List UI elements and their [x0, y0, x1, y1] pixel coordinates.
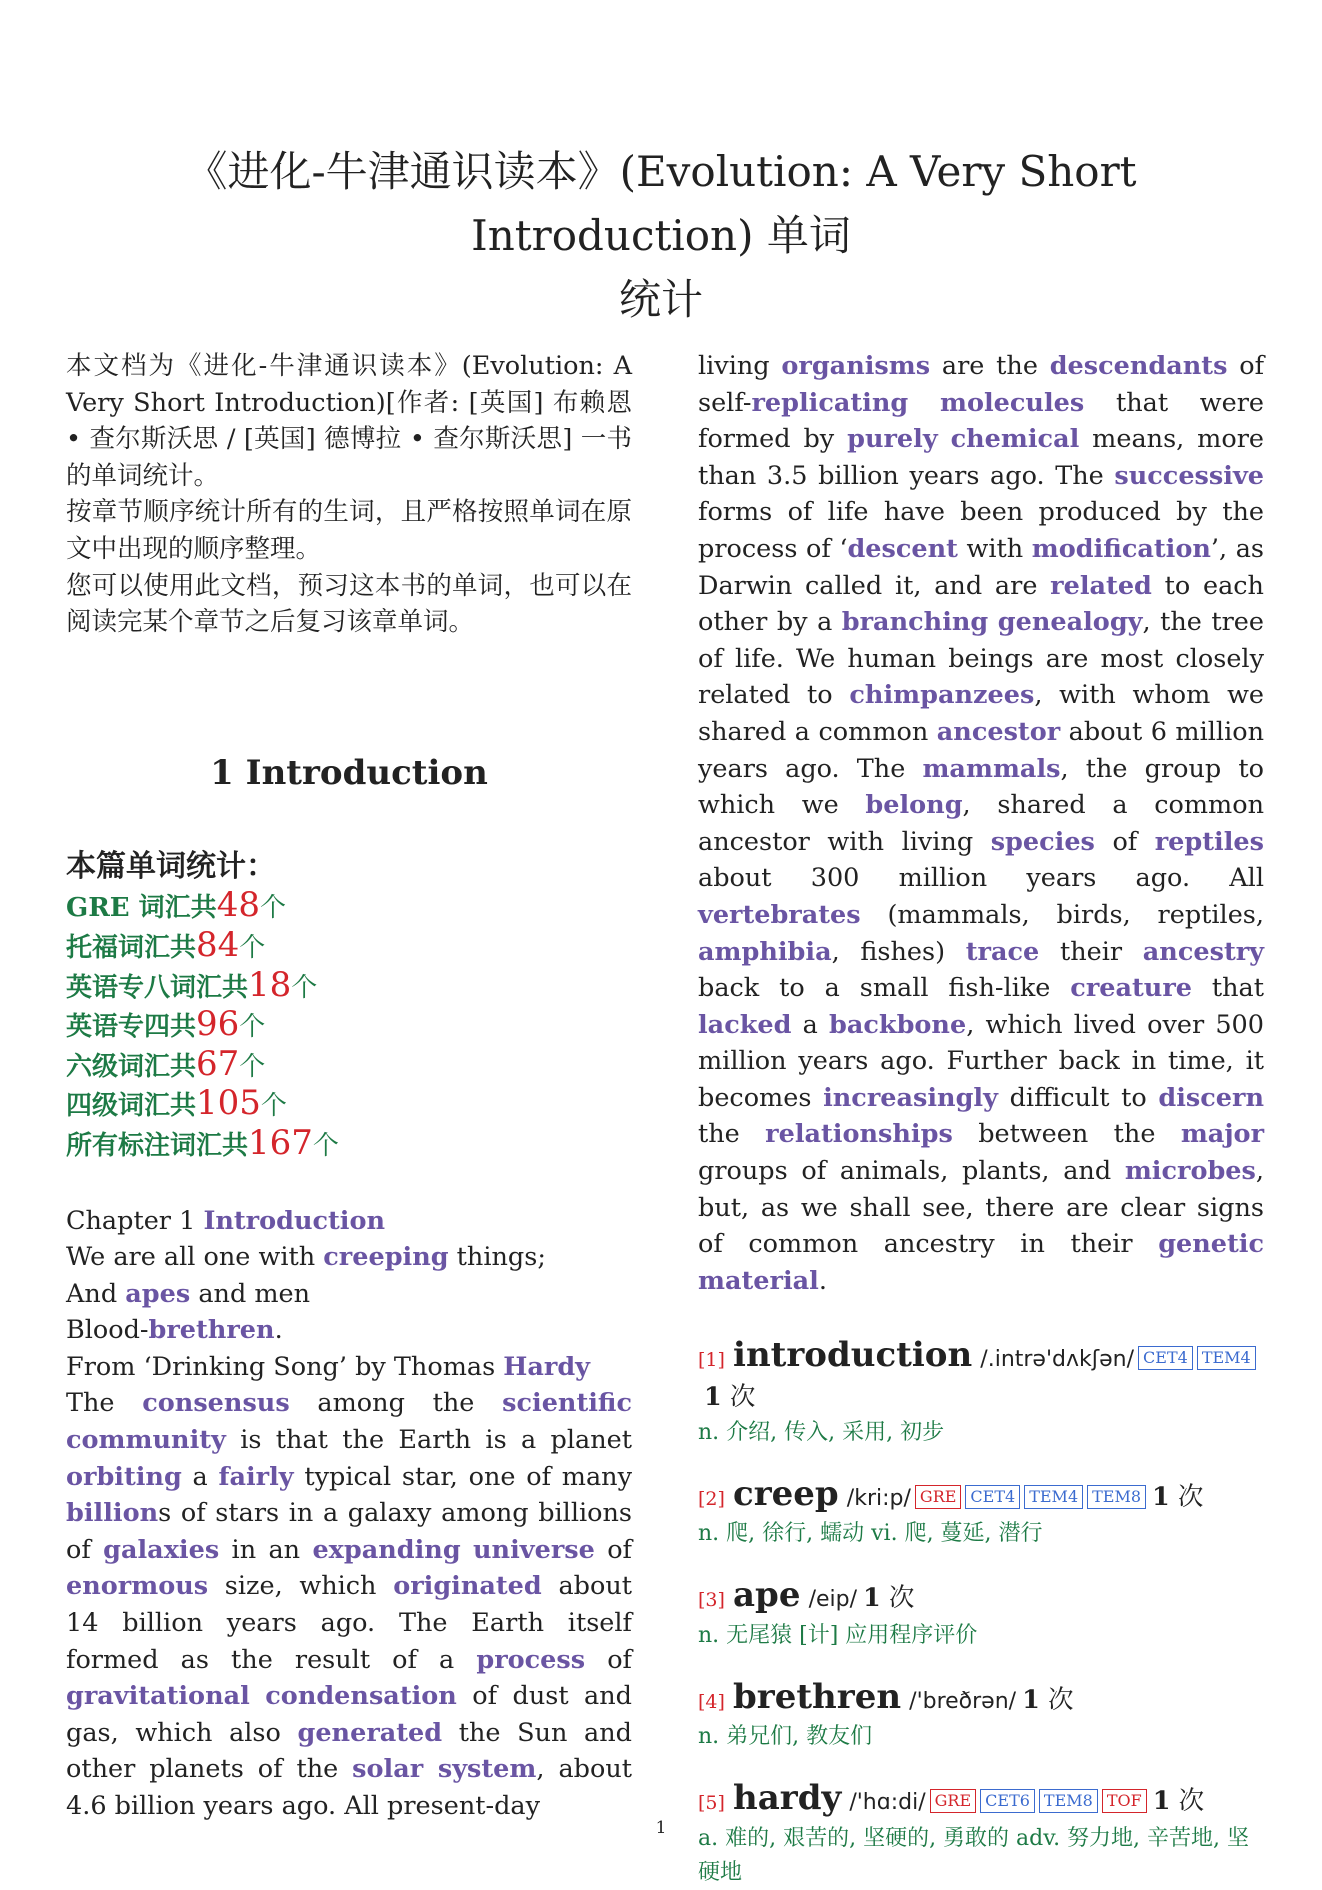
keyword: originated	[393, 1571, 542, 1602]
vocab-entry	[698, 1577, 1264, 1653]
text-run: .	[818, 1265, 827, 1296]
text-run: the	[698, 1119, 766, 1150]
keyword: chemical	[950, 424, 1080, 455]
text-run: between the	[952, 1119, 1181, 1150]
right-column	[698, 348, 1264, 1890]
keyword: amphibia	[698, 936, 832, 967]
text-run: , but, as we shall see, there are clear signs of common ancestry in their	[698, 1156, 1264, 1260]
vocab-definition: n. 介绍, 传入, 采用, 初步	[698, 1419, 945, 1445]
stat-count: 67	[196, 1043, 240, 1084]
keyword: discern	[1158, 1082, 1264, 1113]
vocab-definition: n. 爬, 徐行, 蠕动 vi. 爬, 蔓延, 潜行	[698, 1521, 1043, 1547]
stat-row	[66, 1043, 632, 1086]
vocab-count-unit: 次	[1178, 1786, 1205, 1817]
vocab-index: [1]	[698, 1349, 725, 1372]
stat-count: 48	[216, 885, 260, 926]
stat-row	[66, 1122, 632, 1165]
exam-tag: CET6	[980, 1789, 1035, 1813]
vocab-count	[704, 1382, 755, 1412]
text-run: , shared a common ancestor with living	[698, 790, 1264, 857]
vocab-phonetic: /eip/	[808, 1587, 858, 1613]
keyword: expanding	[312, 1534, 461, 1565]
keyword: process	[476, 1644, 586, 1675]
keyword: enormous	[66, 1571, 209, 1602]
vocab-definition: n. 弟兄们, 教友们	[698, 1724, 873, 1750]
stat-label: 所有标注词汇共	[66, 1130, 249, 1161]
keyword: molecules	[939, 387, 1085, 418]
exam-tag: TOF	[1102, 1789, 1147, 1813]
keyword: relationships	[765, 1119, 953, 1150]
title-line-1: 《进化-牛津通识读本》(Evolution: A Very Short Introduction) 单词	[185, 147, 1137, 260]
keyword: creeping	[323, 1242, 449, 1273]
text-run: is that the Earth is a planet	[225, 1425, 632, 1456]
text-run: to each other by a	[698, 570, 1264, 638]
vocab-count	[1022, 1685, 1073, 1715]
vocab-index: [3]	[698, 1589, 725, 1612]
text-run: among the	[289, 1388, 503, 1419]
keyword: consensus	[142, 1388, 290, 1419]
stat-label: 托福词汇共	[66, 932, 197, 963]
text-run: (mammals, birds, reptiles,	[860, 899, 1264, 930]
exam-tag: CET4	[965, 1485, 1020, 1509]
text-run: with	[957, 533, 1032, 564]
stat-unit: 个	[239, 932, 266, 963]
keyword: apes	[125, 1278, 191, 1309]
keyword: major	[1180, 1119, 1265, 1150]
vocab-entry	[698, 1676, 1264, 1755]
vocab-count-number: 1	[704, 1382, 722, 1413]
text-run: ’, as Darwin called it, and are	[698, 533, 1264, 601]
text-run: things;	[448, 1242, 546, 1273]
stat-unit: 个	[291, 972, 318, 1003]
stat-unit: 个	[312, 1130, 339, 1161]
document-title	[50, 140, 1272, 332]
epigraph-line	[66, 1349, 632, 1386]
stat-row	[66, 1006, 632, 1046]
vocab-count-number: 1	[863, 1583, 881, 1614]
vocab-count-number: 1	[1152, 1786, 1171, 1817]
text-run: , the group to which we	[698, 753, 1264, 821]
keyword: related	[1050, 570, 1152, 601]
stats-heading: 本篇单词统计：	[66, 849, 276, 885]
stat-count: 96	[196, 1004, 240, 1045]
vocab-phonetic: /'hɑ:di/	[849, 1790, 926, 1816]
text-run: living	[698, 351, 782, 381]
vocab-definition: a. 难的, 艰苦的, 坚硬的, 勇敢的 adv. 努力地, 辛苦地, 坚硬地	[698, 1826, 1250, 1885]
stat-label: 英语专八词汇共	[66, 972, 249, 1003]
keyword: descent	[847, 533, 958, 564]
stat-unit: 个	[259, 893, 286, 924]
keyword: orbiting	[66, 1461, 182, 1492]
keyword: branching	[841, 607, 989, 638]
intro-text	[66, 348, 632, 641]
keyword: billion	[66, 1498, 159, 1529]
text-run: back to a small fish-like	[698, 973, 1071, 1004]
text-run	[250, 1681, 265, 1711]
stat-unit: 个	[239, 1051, 266, 1082]
keyword: chimpanzees	[849, 680, 1035, 711]
keyword: species	[990, 826, 1095, 857]
word-stats	[66, 847, 632, 1164]
left-column	[66, 348, 632, 1825]
exam-tag: TEM8	[1039, 1789, 1098, 1813]
epigraph	[66, 1239, 632, 1385]
stat-label: 四级词汇共	[66, 1091, 197, 1122]
vocab-count-unit: 次	[888, 1583, 915, 1614]
exam-tag: TEM4	[1197, 1346, 1256, 1370]
text-run: forms of life have been produced by the process of ‘	[698, 497, 1264, 564]
keyword: belong	[865, 790, 963, 821]
text-run: The	[66, 1388, 143, 1419]
text-run: typical star, one of many	[293, 1461, 632, 1492]
keyword: gravitational	[66, 1681, 250, 1712]
intro-paragraph: 本文档为《进化-牛津通识读本》(Evolution: A Very Short Introduction)[作者: [英国] 布赖恩 • 查尔斯沃思 / [英国] 德博拉 • 查尔斯沃思] 一书的单词统计。	[66, 351, 632, 491]
keyword: solar system	[352, 1754, 537, 1785]
text-run: .	[274, 1315, 283, 1346]
stat-count: 105	[196, 1083, 261, 1124]
text-run: and men	[190, 1278, 311, 1309]
keyword: successive	[1114, 460, 1264, 491]
vocab-word: brethren	[733, 1676, 902, 1717]
vocab-count-number: 1	[1152, 1481, 1170, 1512]
exam-tag: TEM8	[1087, 1485, 1146, 1509]
vocab-count	[1153, 1786, 1204, 1816]
stat-row	[66, 924, 632, 967]
epigraph-line	[66, 1239, 632, 1276]
keyword: universe	[473, 1534, 595, 1565]
stat-count: 84	[196, 924, 240, 965]
epigraph-line	[66, 1312, 632, 1349]
stat-count: 167	[248, 1122, 313, 1163]
keyword: mammals	[922, 753, 1061, 784]
stat-row	[66, 964, 632, 1007]
vocab-index: [4]	[698, 1690, 725, 1713]
text-run: that	[1191, 973, 1264, 1004]
text-run: of	[585, 1644, 632, 1675]
keyword: creature	[1070, 973, 1192, 1004]
text-run: that were formed by	[698, 387, 1265, 455]
vocab-count-number: 1	[1022, 1684, 1040, 1715]
stat-label: GRE 词汇共	[66, 893, 217, 924]
vocab-count	[863, 1583, 914, 1613]
text-run: their	[1039, 936, 1143, 967]
text-run: of self-	[698, 351, 1265, 418]
vocab-count-unit: 次	[1047, 1684, 1074, 1715]
keyword: galaxies	[103, 1534, 220, 1565]
text-run	[461, 1535, 473, 1565]
text-run: the Sun and other planets of the	[66, 1717, 632, 1785]
text-run: size, which	[208, 1571, 394, 1602]
text-run: , which lived over 500 million years ago. Further back in time, it becomes	[698, 1009, 1264, 1113]
vocab-count-unit: 次	[729, 1382, 756, 1413]
chapter-text	[66, 1203, 632, 1825]
vocab-index: [5]	[698, 1792, 725, 1815]
vocab-head	[698, 1780, 1264, 1822]
keyword: ancestor	[936, 716, 1061, 747]
keyword: organisms	[781, 351, 931, 381]
vocab-word: hardy	[733, 1778, 842, 1819]
vocab-head	[698, 1337, 1264, 1415]
vocab-entry	[698, 1337, 1264, 1449]
keyword: purely	[847, 424, 938, 455]
keyword: replicating	[751, 387, 909, 418]
vocab-definition: n. 无尾猿 [计] 应用程序评价	[698, 1622, 978, 1648]
chapter-heading: 1 Introduction	[210, 752, 488, 793]
keyword: increasingly	[823, 1082, 998, 1113]
text-run: are the	[930, 351, 1050, 381]
exam-tag: GRE	[930, 1789, 977, 1813]
stat-row	[66, 1085, 632, 1125]
text-run: groups of animals, plants, and	[698, 1156, 1125, 1187]
body-paragraph-right	[698, 348, 1264, 1299]
keyword: fairly	[218, 1461, 294, 1492]
text-run	[938, 424, 951, 454]
vocab-head	[698, 1473, 1264, 1518]
keyword: Hardy	[503, 1351, 590, 1382]
vocab-entry	[698, 1473, 1264, 1552]
stat-count: 18	[248, 964, 292, 1005]
keyword: trace	[965, 936, 1040, 967]
keyword: generated	[297, 1717, 443, 1748]
chapter-line-keyword: Introduction	[203, 1205, 386, 1236]
stat-row	[66, 887, 632, 927]
vocab-count-unit: 次	[1177, 1481, 1204, 1512]
text-run: , the tree of life. We human beings are most closely related to	[698, 607, 1264, 711]
stat-unit: 个	[260, 1091, 287, 1122]
vocab-word: introduction	[733, 1335, 973, 1376]
exam-tag: CET4	[1138, 1346, 1193, 1370]
vocab-phonetic: /'breðrən/	[909, 1688, 1017, 1714]
text-run: of	[594, 1534, 632, 1565]
vocab-index: [2]	[698, 1487, 725, 1510]
text-run: difficult to	[997, 1082, 1159, 1113]
exam-tag: GRE	[915, 1485, 962, 1509]
text-run: about 300 million years ago. All	[698, 863, 1264, 894]
stat-label: 英语专四共	[66, 1012, 197, 1043]
text-run: a	[181, 1461, 219, 1492]
vocab-word: ape	[733, 1575, 801, 1616]
keyword: reptiles	[1154, 826, 1264, 857]
stat-label: 六级词汇共	[66, 1051, 197, 1082]
text-run: of	[1094, 826, 1155, 857]
text-run	[988, 607, 998, 637]
title-line-2: 统计	[618, 275, 703, 324]
vocab-phonetic: /.intrə'dʌkʃən/	[980, 1347, 1135, 1373]
keyword: genealogy	[997, 607, 1143, 638]
keyword: microbes	[1124, 1156, 1256, 1187]
text-run: in an	[219, 1534, 313, 1565]
intro-paragraph: 按章节顺序统计所有的生词，且严格按照单词在原文中出现的顺序整理。	[66, 497, 632, 564]
text-run	[908, 388, 940, 418]
text-run: , fishes)	[831, 936, 966, 967]
text-run: a	[791, 1009, 830, 1040]
keyword: brethren	[148, 1315, 275, 1346]
vocab-phonetic: /kri:p/	[846, 1485, 911, 1511]
keyword: backbone	[829, 1009, 967, 1040]
text-run: about 14 billion years ago. The Earth itself formed as the result of a	[66, 1571, 632, 1675]
intro-paragraph: 您可以使用此文档，预习这本书的单词，也可以在阅读完某个章节之后复习该章单词。	[66, 570, 632, 638]
text-run: about 6 million years ago. The	[698, 716, 1264, 784]
vocab-list	[698, 1337, 1264, 1890]
keyword: scientific community	[66, 1388, 632, 1456]
stat-unit: 个	[239, 1012, 266, 1043]
keyword: vertebrates	[698, 899, 861, 930]
text-run: means, more than 3.5 billion years ago. The	[698, 424, 1264, 491]
text-run: And	[66, 1278, 126, 1309]
text-run: We are all one with	[66, 1242, 324, 1273]
text-run: of dust and gas, which also	[66, 1681, 633, 1748]
text-run: , with whom we shared a common	[698, 680, 1264, 747]
vocab-head	[698, 1577, 1264, 1619]
chapter-line	[66, 1203, 632, 1240]
keyword: genetic material	[698, 1229, 1264, 1296]
keyword: descendants	[1049, 351, 1228, 381]
keyword: condensation	[265, 1681, 457, 1712]
text-run: Blood-	[66, 1315, 149, 1346]
epigraph-line	[66, 1276, 632, 1313]
keyword: lacked	[698, 1009, 792, 1040]
vocab-word: creep	[733, 1473, 839, 1514]
exam-tag: TEM4	[1024, 1485, 1083, 1509]
page-number: 1	[655, 1818, 667, 1838]
text-run: , about 4.6 billion years ago. All present-day	[66, 1754, 633, 1821]
body-paragraph-left	[66, 1385, 632, 1824]
vocab-head	[698, 1676, 1264, 1721]
keyword: modification	[1031, 533, 1211, 564]
chapter-line-prefix: Chapter 1	[66, 1205, 204, 1236]
text-run: s of stars in a galaxy among billions of	[66, 1498, 632, 1565]
stats-list	[66, 887, 632, 1164]
keyword: ancestry	[1142, 936, 1264, 967]
text-run: From ‘Drinking Song’ by Thomas	[66, 1351, 504, 1382]
vocab-count	[1152, 1482, 1203, 1512]
